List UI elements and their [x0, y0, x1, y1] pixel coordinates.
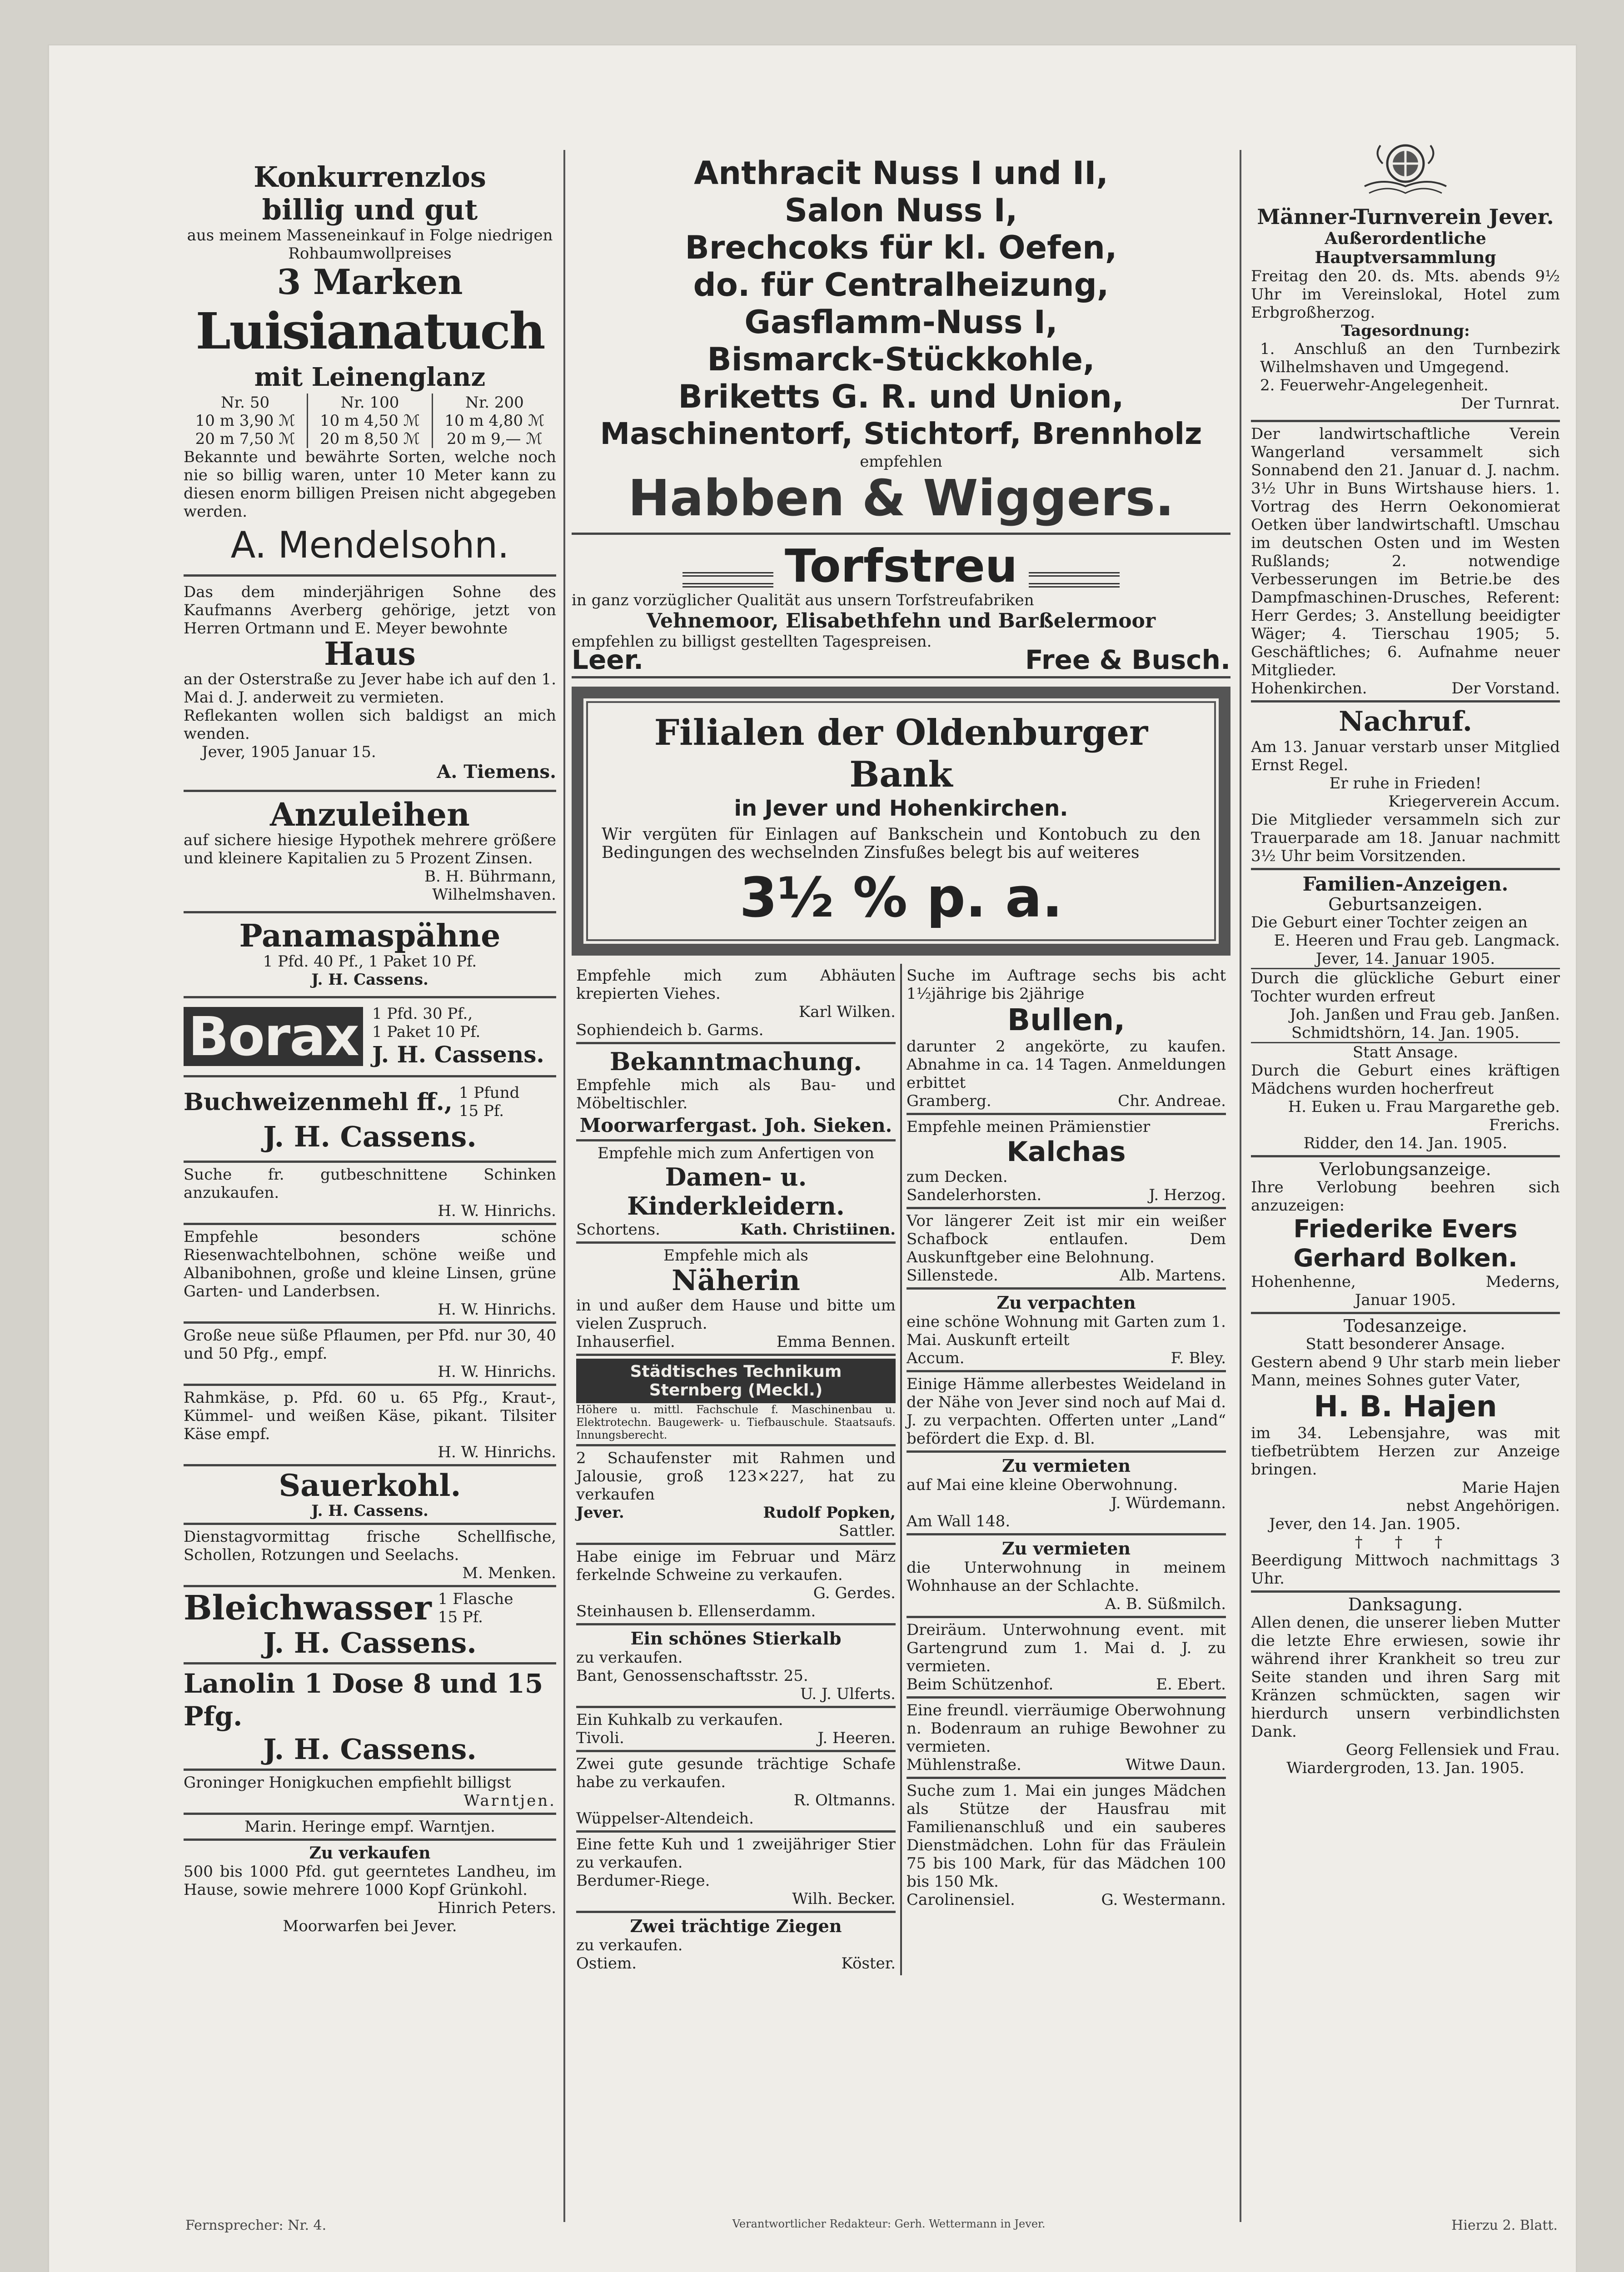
ad-kalchas: [907, 1115, 1226, 1209]
ad-text: 1 Pfd. 30 Pf.,: [372, 1005, 473, 1023]
ad-text: Das dem minderjährigen Sohne des Kaufmanns Averberg gehörige, jetzt von Herren Ortmann und E. Meyer bewohnte: [184, 583, 556, 638]
ad-text: Dreiräum. Unterwohnung event. mit Gartengrund zum 1. Mai d. J. zu vermieten.: [907, 1621, 1226, 1675]
ad-line: Maschinentorf, Stichtorf, Brennholz: [600, 416, 1202, 451]
ad-luisianatuch: [184, 154, 556, 577]
ad-text: Statt besonderer Ansage.: [1305, 1335, 1505, 1353]
ad-line: Briketts G. R. und Union,: [678, 378, 1124, 415]
ad-text: Empfehle mich als Bau- und Möbeltischler.: [576, 1076, 896, 1112]
ad-pflaumen: [184, 1324, 556, 1386]
ad-text: Reflekanten wollen sich baldigst an mich wenden.: [184, 707, 556, 743]
ad-title: Bleichwasser: [184, 1589, 432, 1628]
ad-title: Lanolin 1 Dose 8 und 15 Pfg.: [184, 1668, 543, 1732]
ad-text: 500 bis 1000 Pfd. gut geerntetes Landheu, im Hause, sowie mehrere 1000 Kopf Grünkohl.: [184, 1863, 556, 1899]
ad-line: Anthracit Nuss I und II,: [694, 154, 1108, 192]
ad-signature: B. H. Bührmann,: [424, 867, 556, 886]
ad-text: zu verkaufen.: [576, 1649, 683, 1667]
ad-text: Gestern abend 9 Uhr starb mein lieber Mann, meines Sohnes guter Vater,: [1251, 1353, 1560, 1390]
ad-signature: Georg Fellensiek und Frau.: [1345, 1741, 1560, 1759]
ad-text: 15 Pf.: [438, 1608, 483, 1626]
ad-signature: H. W. Hinrichs.: [438, 1300, 556, 1319]
ad-title: Bullen,: [1007, 1002, 1126, 1037]
ad-signature: H. W. Hinrichs.: [438, 1443, 556, 1461]
ad-signature: M. Menken.: [462, 1564, 556, 1582]
ad-turnverein: [1251, 136, 1560, 422]
ad-text: Bekannte und bewährte Sorten, welche noch nie so billig waren, unter 10 Meter kann zu diesen enorm billigen Preisen nicht abgegeben werden.: [184, 448, 556, 521]
ad-signature: Karl Wilken.: [798, 1003, 896, 1021]
ad-text: Eine freundl. vierräumige Oberwohnung n. Bodenraum an ruhige Bewohner zu vermieten.: [907, 1701, 1226, 1756]
ad-place: Mederns,: [1485, 1273, 1560, 1291]
ad-text: Allen denen, die unserer lieben Mutter die letzte Ehre erwiesen, sowie ihr während ihrer Krankheit so treu zur Seite standen und ihren Sarg mit Kränzen schmückten, sagen wir hierdurch unsern verbindlichsten Dank.: [1251, 1614, 1560, 1741]
ad-signature: G. Gerdes.: [813, 1584, 896, 1602]
agenda-title: Tagesordnung:: [1341, 322, 1470, 340]
footer-note: Hierzu 2. Blatt.: [1451, 2217, 1558, 2233]
footer-phone: Fernsprecher: Nr. 4.: [185, 2217, 327, 2233]
ad-buchweizenmehl: [184, 1077, 556, 1163]
decor-bar-icon: [1029, 572, 1120, 588]
footer-editor: Verantwortlicher Redakteur: Gerh. Wettermann in Jever.: [732, 2217, 1046, 2230]
ad-text: Der landwirtschaftliche Verein Wangerland versammelt sich Sonnabend den 21. Januar d. J. nachm. 3½ Uhr in Buns Wirtshause hiers. 1. Vortrag des Herrn Oekonomierat Oetken über landwirtschaftl. Umschau im deutschen Osten und im Westen Rußlands; 2. notwendige Verbesserungen im Betrie.be des Dampfmaschinen-Drusches, Referent: Herr Gerdes; 3. Anstellung beeidigter Wäger; 4. Tierschau 1905; 5. Geschäftliches; 6. Aufnahme neuer Mitglieder.: [1251, 425, 1560, 679]
ad-schaufenster: [576, 1446, 896, 1545]
ad-lanolin: [184, 1664, 556, 1771]
ad-sauerkohl: [184, 1466, 556, 1525]
ad-subtitle: Außerordentliche Hauptversammlung: [1315, 229, 1496, 267]
ad-title: billig und gut: [262, 193, 478, 226]
ad-signature: F. Bley.: [1171, 1349, 1226, 1367]
ad-title: Zu verpachten: [996, 1292, 1136, 1313]
ad-kuhkalb: [576, 1708, 896, 1752]
ad-text: Dienstagvormittag frische Schellfische, Schollen, Rotzungen und Seelachs.: [184, 1528, 556, 1564]
ad-line: Gasflamm-Nuss I,: [744, 304, 1058, 341]
ad-place: Jever.: [576, 1504, 624, 1522]
ad-title: Haus: [324, 635, 416, 673]
ad-stierkalb: [576, 1625, 896, 1708]
ad-title: Torfstreu: [784, 539, 1018, 593]
ad-weideland: [907, 1372, 1226, 1453]
ad-signature: Warntjen.: [463, 1792, 556, 1810]
ad-text: Beerdigung Mittwoch nachmittags 3 Uhr.: [1251, 1551, 1560, 1588]
ad-place: Berdumer-Riege.: [576, 1872, 710, 1890]
ad-place: Sophiendeich b. Garms.: [576, 1021, 764, 1039]
ad-schinken: [184, 1163, 556, 1225]
page-footer: [185, 2217, 1558, 2233]
ad-todesanzeige: [1251, 1314, 1560, 1593]
ad-text: aus meinem Masseneinkauf in Folge niedrigen Rohbaumwollpreises: [187, 226, 553, 263]
ad-title: Anzuleihen: [270, 796, 470, 833]
section-title: Familien-Anzeigen.: [1302, 873, 1509, 895]
agenda-item: 1. Anschluß an den Turnbezirk Wilhelmshaven und Umgegend.: [1260, 340, 1560, 376]
ad-place: Sillenstede.: [907, 1266, 998, 1285]
column-rule-right: [1240, 150, 1241, 2222]
ad-abhaeuten: [576, 964, 896, 1044]
ad-text: Empfehle meinen Prämienstier: [907, 1118, 1151, 1136]
small-ads-grid: [572, 964, 1230, 1975]
ad-text: Suche zum 1. Mai ein junges Mädchen als Stütze der Hausfrau mit Familienanschluß und ein sauberes Dienstmädchen. Lohn für das Fräulein 75 bis 100 Mark, für das Mädchen 100 bis 150 Mk.: [907, 1782, 1226, 1891]
ad-title: Ein schönes Stierkalb: [630, 1628, 842, 1649]
ad-text: Marin. Heringe empf. Warntjen.: [244, 1818, 495, 1836]
ad-text: Suche fr. gutbeschnittene Schinken anzukaufen.: [184, 1166, 556, 1202]
ad-title: Zu vermieten: [1001, 1455, 1131, 1476]
ad-schafbock: [907, 1209, 1226, 1290]
ad-line: Bismarck-Stückkohle,: [707, 341, 1095, 378]
ad-landheu: [184, 1841, 556, 1938]
ad-borax: [184, 998, 556, 1077]
ad-nachruf: [1251, 703, 1560, 870]
table-cell: Nr. 50: [184, 394, 308, 412]
ad-signature: Der Turnrat.: [1460, 394, 1560, 413]
ad-danksagung: [1251, 1593, 1560, 1780]
ad-signature-row: [572, 644, 1230, 675]
ad-title: Bekanntmachung.: [609, 1047, 862, 1076]
ad-signature: Moorwarfergast. Joh. Sieken.: [579, 1114, 892, 1136]
ad-signature: Kriegerverein Accum.: [1388, 792, 1560, 811]
ad-signature: J. Herzog.: [1149, 1186, 1226, 1204]
ad-haus: [184, 577, 556, 792]
ad-place: Accum.: [907, 1349, 965, 1367]
ad-signature: J. H. Cassens.: [263, 1733, 477, 1766]
ad-place: Hohenkirchen.: [1251, 679, 1367, 698]
ad-subtitle: in Jever und Hohenkirchen.: [734, 796, 1068, 821]
ad-naeherin: [576, 1244, 896, 1356]
price-table: [184, 394, 556, 448]
ad-bohnen: [184, 1225, 556, 1324]
ad-signature: Rudolf Popken,: [763, 1504, 896, 1522]
ad-text: darunter 2 angekörte, zu kaufen. Abnahme in ca. 14 Tagen. Anmeldungen erbittet: [907, 1037, 1226, 1092]
ad-schweine: [576, 1545, 896, 1625]
ad-signature: Wilh. Becker.: [792, 1890, 896, 1908]
ad-signature: J. H. Cassens.: [372, 1041, 544, 1068]
ad-signature: nebst Angehörigen.: [1406, 1497, 1560, 1515]
ad-subtitle: mit Leinenglanz: [254, 362, 486, 392]
ad-signature: H. Euken u. Frau Margarethe geb. Frerichs.: [1288, 1098, 1560, 1134]
ad-date: Jever, 14. Januar 1905.: [1251, 950, 1560, 969]
column-d: [1251, 136, 1560, 1780]
ad-anzuleihen: [184, 792, 556, 913]
ad-signature: Habben & Wiggers.: [628, 469, 1174, 527]
ad-oberwohnung: [907, 1453, 1226, 1535]
ad-place: Ostiem.: [576, 1954, 637, 1973]
ad-title: Männer-Turnverein Jever.: [1257, 204, 1554, 229]
ad-text: 15 Pf.: [458, 1102, 504, 1120]
ad-title: Buchweizenmehl ff.,: [184, 1088, 453, 1116]
ad-title: Zu vermieten: [1001, 1538, 1131, 1559]
ad-text: die Unterwohnung in meinem Wohnhause an der Schlachte.: [907, 1559, 1226, 1595]
ad-text: Durch die Geburt eines kräftigen Mädchens wurden hocherfreut: [1251, 1061, 1560, 1098]
ad-line: Brechcoks für kl. Oefen,: [685, 229, 1117, 266]
ad-text: zum Decken.: [907, 1168, 1008, 1186]
column-a: [184, 154, 556, 1938]
ad-title: Zwei trächtige Ziegen: [630, 1916, 842, 1936]
ad-text: empfehlen: [860, 453, 942, 471]
ad-text: Habe einige im Februar und März ferkelnde Schweine zu verkaufen.: [576, 1548, 896, 1584]
section-title: Danksagung.: [1348, 1594, 1463, 1614]
ad-signature: J. Heeren.: [817, 1729, 896, 1747]
small-ads-right: [902, 964, 1230, 1975]
ad-signature: A. Tiemens.: [437, 761, 556, 782]
ad-date: Jever, 1905 Januar 15.: [202, 743, 376, 761]
ad-landwirtschaft: [1251, 422, 1560, 703]
ad-text: Große neue süße Pflaumen, per Pfd. nur 30, 40 und 50 Pfg., empf.: [184, 1326, 556, 1363]
ad-date: Schmidtshörn, 14. Jan. 1905.: [1251, 1024, 1560, 1043]
torfstreu-heading: [572, 541, 1230, 591]
ad-dreiraeum: [907, 1618, 1226, 1699]
ad-text: Empfehle mich als: [663, 1246, 808, 1265]
ad-panamaspaehne: [184, 913, 556, 998]
ad-signature: A. Mendelsohn.: [230, 524, 509, 566]
ad-title: Borax: [184, 1007, 363, 1066]
ad-text: Freitag den 20. ds. Mts. abends 9½ Uhr im Vereinslokal, Hotel zum Erbgroßherzog.: [1251, 267, 1560, 322]
ad-signature: Free & Busch.: [1025, 644, 1230, 675]
person-name: H. B. Hajen: [1314, 1390, 1497, 1424]
ad-place: Inhauserfiel.: [576, 1333, 675, 1351]
ad-vierraeum: [907, 1699, 1226, 1779]
ad-schellfische: [184, 1525, 556, 1587]
ad-signature: Sattler.: [838, 1522, 896, 1540]
ad-heringe: [184, 1815, 556, 1841]
ad-fette-kuh: [576, 1833, 896, 1913]
ad-title: Sauerkohl.: [279, 1468, 461, 1503]
ad-text: 2 Schaufenster mit Rahmen und Jalousie, groß 123×227, hat zu verkaufen: [576, 1449, 896, 1504]
ad-text: Suche im Auftrage sechs bis acht 1½jährige bis 2jährige: [907, 967, 1226, 1003]
ad-signature: U. J. Ulferts.: [800, 1685, 896, 1703]
ad-title: 3 Marken: [277, 262, 463, 302]
ad-signature: Wilhelmshaven.: [432, 886, 556, 904]
ad-signature: H. W. Hinrichs.: [438, 1202, 556, 1220]
ad-place: Wiardergroden, 13. Jan. 1905.: [1286, 1759, 1524, 1777]
ad-signature: Köster.: [841, 1954, 896, 1973]
ad-text: auf Mai eine kleine Oberwohnung.: [907, 1476, 1178, 1494]
ad-text: empfehlen zu billigst gestellten Tagespreisen.: [572, 633, 932, 651]
ad-signature: Witwe Daun.: [1125, 1756, 1226, 1774]
ad-title: Kalchas: [1006, 1136, 1126, 1168]
section-title: Todesanzeige.: [1343, 1316, 1468, 1336]
ad-signature: Joh. Janßen und Frau geb. Janßen.: [1290, 1006, 1560, 1024]
cross-icon: † † †: [1355, 1533, 1456, 1551]
ad-text: 1 Flasche: [438, 1590, 513, 1608]
agenda-item: 2. Feuerwehr-Angelegenheit.: [1260, 376, 1489, 394]
ad-signature: Alb. Martens.: [1119, 1266, 1226, 1285]
ad-place: Mühlenstraße.: [907, 1756, 1021, 1774]
ad-text: Vor längerer Zeit ist mir ein weißer Schafbock entlaufen. Dem Auskunftgeber eine Belohnung.: [907, 1212, 1226, 1266]
ad-place: Steinhausen b. Ellenserdamm.: [576, 1602, 816, 1620]
ad-text: Statt Ansage.: [1352, 1043, 1459, 1061]
ad-unterwohnung: [907, 1535, 1226, 1618]
ad-place: Sandelerhorsten.: [907, 1186, 1042, 1204]
ad-text: Die Geburt einer Tochter zeigen an: [1251, 913, 1528, 932]
table-cell: 20 m 7,50 ℳ: [184, 430, 308, 448]
ad-maedchen: [907, 1779, 1226, 1912]
ad-signature: J. H. Cassens.: [311, 1502, 428, 1520]
ad-text: an der Osterstraße zu Jever habe ich auf den 1. Mai d. J. anderweit zu vermieten.: [184, 670, 556, 707]
ad-place: Gramberg.: [907, 1092, 991, 1110]
column-b: [572, 154, 1230, 1975]
ad-signature: J. H. Cassens.: [263, 1120, 477, 1153]
ad-anthracit: [572, 154, 1230, 535]
ad-title: Panamaspähne: [239, 918, 501, 954]
ad-text: Ihre Verlobung beehren sich anzuzeigen:: [1251, 1178, 1560, 1215]
table-cell: 10 m 4,50 ℳ: [308, 412, 433, 430]
ad-text: auf sichere hiesige Hypothek mehrere größere und kleinere Kapitalien zu 5 Prozent Zinsen.: [184, 831, 556, 867]
ad-honigkuchen: [184, 1771, 556, 1815]
ad-place: Beim Schützenhof.: [907, 1675, 1054, 1694]
ad-text: Empfehle mich zum Anfertigen von: [597, 1144, 875, 1162]
ad-title: Konkurrenzlos: [254, 160, 486, 194]
ad-text: Empfehle mich zum Abhäuten krepierten Viehes.: [576, 967, 896, 1003]
table-cell: 10 m 4,80 ℳ: [444, 412, 545, 430]
ad-text: im 34. Lebensjahre, was mit tiefbetrübtem Herzen zur Anzeige bringen.: [1251, 1424, 1560, 1479]
ad-title: Näherin: [672, 1264, 800, 1297]
ad-text: 1 Pfd. 40 Pf., 1 Paket 10 Pf.: [263, 952, 477, 971]
ad-title: Filialen der Oldenburger Bank: [654, 712, 1148, 795]
ad-place: Leer.: [572, 644, 643, 675]
ad-signature: G. Westermann.: [1101, 1891, 1226, 1909]
ad-text: 1 Pfund: [458, 1084, 520, 1102]
small-ads-left: [572, 964, 902, 1975]
ad-text: in und außer dem Hause und bitte um vielen Zuspruch.: [576, 1296, 896, 1333]
ad-technikum: [576, 1356, 896, 1446]
ad-text: Bant, Genossenschaftsstr. 25.: [576, 1667, 808, 1685]
ad-place: Am Wall 148.: [907, 1512, 1011, 1530]
table-cell: 10 m 3,90 ℳ: [184, 412, 308, 430]
section-title: Verlobungsanzeige.: [1320, 1159, 1491, 1179]
person-name: Friederike Evers: [1293, 1215, 1518, 1243]
ad-text: Wir vergüten für Einlagen auf Bankschein und Kontobuch zu den Bedingungen des wechselnden Zinsfußes belegt bis auf weiteres: [602, 825, 1201, 862]
ad-place: Wüppelser-Altendeich.: [576, 1809, 754, 1828]
table-cell: 20 m 9,— ℳ: [447, 430, 543, 448]
ad-signature: E. Ebert.: [1156, 1675, 1226, 1694]
ad-text: Ein Kuhkalb zu verkaufen.: [576, 1711, 783, 1729]
ad-signature: J. Würdemann.: [1111, 1494, 1226, 1512]
ad-place: Carolinensiel.: [907, 1891, 1015, 1909]
ad-text: Er ruhe in Frieden!: [1329, 774, 1482, 792]
ad-date: Ridder, den 14. Jan. 1905.: [1303, 1134, 1508, 1152]
ad-text: eine schöne Wohnung mit Garten zum 1. Mai. Auskunft erteilt: [907, 1313, 1226, 1349]
interest-rate: 3½ % p. a.: [739, 867, 1063, 930]
ad-signature: E. Heeren und Frau geb. Langmack.: [1274, 932, 1560, 950]
ad-schafe: [576, 1752, 896, 1833]
ad-title: Damen- u. Kinderkleidern.: [627, 1162, 845, 1221]
product-name: Luisianatuch: [195, 302, 544, 360]
ad-text: 1 Paket 10 Pf.: [372, 1023, 481, 1041]
ad-title: Nachruf.: [1339, 706, 1472, 737]
ad-line: do. für Centralheizung,: [693, 266, 1109, 304]
ad-bekanntmachung: [576, 1044, 896, 1141]
ad-signature: A. B. Süßmilch.: [1105, 1595, 1226, 1613]
ad-text: zu verkaufen.: [576, 1936, 683, 1954]
ad-signature: H. W. Hinrichs.: [438, 1363, 556, 1381]
ad-verpachten: [907, 1290, 1226, 1372]
ad-kaese: [184, 1386, 556, 1466]
section-subtitle: Geburtsanzeigen.: [1328, 894, 1483, 914]
table-row: [184, 430, 556, 448]
ad-ziegen: [576, 1913, 896, 1975]
ad-text: Groninger Honigkuchen empfiehlt billigst: [184, 1774, 511, 1792]
ad-signature: Emma Bennen.: [776, 1333, 896, 1351]
ad-text: Einige Hämme allerbestes Weideland in der Nähe von Jever sind noch auf Mai d. J. zu verpachten. Offerten unter „Land“ befördert die Exp. d. Bl.: [907, 1375, 1226, 1448]
ad-oldenburger-bank: [572, 687, 1230, 956]
ad-place: Schortens.: [576, 1221, 660, 1239]
ad-damenkleider: [576, 1141, 896, 1244]
ad-signature: R. Oltmanns.: [793, 1791, 896, 1809]
table-cell: 20 m 8,50 ℳ: [308, 430, 433, 448]
ad-place: Hohenhenne,: [1251, 1273, 1356, 1291]
technikum-logo: Städtisches Technikum Sternberg (Meckl.): [576, 1359, 896, 1403]
ad-text: Höhere u. mittl. Fachschule f. Maschinenbau u. Elektrotechn. Baugewerk- u. Tiefbauschule. Staatsaufs. Innungsberecht.: [576, 1403, 896, 1441]
ad-text: Vehnemoor, Elisabethfehn und Barßelermoor: [646, 609, 1156, 633]
table-cell: Nr. 200: [465, 394, 524, 412]
ad-signature: Der Vorstand.: [1451, 679, 1560, 698]
ad-text: Am 13. Januar verstarb unser Mitglied Ernst Regel.: [1251, 738, 1560, 774]
column-rule-left: [563, 150, 565, 2222]
ad-place: Moorwarfen bei Jever.: [283, 1917, 457, 1935]
ad-title: Zu verkaufen: [309, 1844, 431, 1863]
ad-signature: Hinrich Peters.: [437, 1899, 556, 1917]
newspaper-page: [49, 45, 1576, 2272]
table-row: [184, 412, 556, 430]
ad-bleichwasser: [184, 1587, 556, 1664]
decor-bar-icon: [682, 572, 773, 588]
ad-signature: J. H. Cassens.: [263, 1626, 477, 1659]
ad-text: in ganz vorzüglicher Qualität aus unsern Torfstreufabriken: [572, 591, 1034, 609]
ad-text: Durch die glückliche Geburt einer Tochter wurden erfreut: [1251, 969, 1560, 1006]
ad-signature: Marie Hajen: [1462, 1479, 1560, 1497]
ad-bullen: [907, 964, 1226, 1115]
turnverein-emblem-icon: [1355, 136, 1455, 204]
ad-date: Januar 1905.: [1355, 1291, 1456, 1309]
ad-text: Die Mitglieder versammeln sich zur Trauerparade am 18. Januar nachmitt 3½ Uhr beim Vorsitzenden.: [1251, 811, 1560, 865]
ad-text: Rahmkäse, p. Pfd. 60 u. 65 Pfg., Kraut-, Kümmel- und weißen Käse, pikant. Tilsiter Käse empf.: [184, 1389, 556, 1443]
ad-signature: Chr. Andreae.: [1118, 1092, 1226, 1110]
ad-line: Salon Nuss I,: [784, 192, 1018, 229]
ad-text: Eine fette Kuh und 1 zweijähriger Stier zu verkaufen.: [576, 1835, 896, 1872]
ad-text: Zwei gute gesunde trächtige Schafe habe zu verkaufen.: [576, 1755, 896, 1791]
ad-signature: Kath. Christiinen.: [740, 1221, 896, 1239]
table-row: [184, 394, 556, 412]
ad-torfstreu: [572, 535, 1230, 678]
ad-text: Empfehle besonders schöne Riesenwachtelbohnen, schöne weiße und Albanibohnen, große und kleine Linsen, grüne Garten- und Landerbsen.: [184, 1228, 556, 1300]
ad-signature: J. H. Cassens.: [311, 971, 428, 989]
person-name: Gerhard Bolken.: [1293, 1244, 1518, 1272]
ad-place: Tivoli.: [576, 1729, 624, 1747]
ad-verlobung: [1251, 1157, 1560, 1314]
table-cell: Nr. 100: [308, 394, 433, 412]
ad-familienanzeigen: [1251, 870, 1560, 1157]
ad-date: Jever, den 14. Jan. 1905.: [1269, 1515, 1461, 1533]
